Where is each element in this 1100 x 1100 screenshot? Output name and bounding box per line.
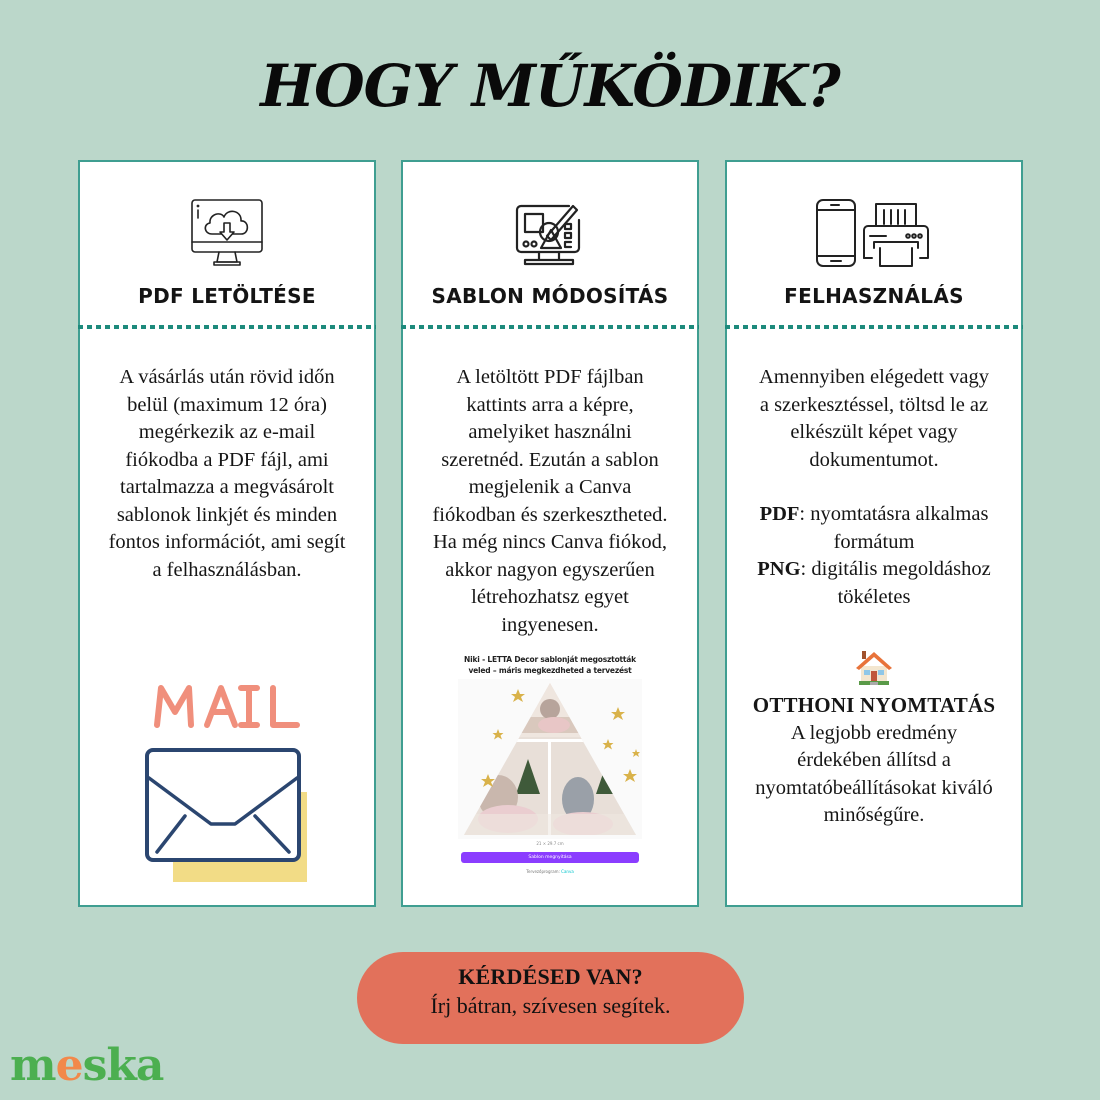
meska-logo: meska [10,1040,164,1091]
monitor-design-pen-icon [403,196,697,270]
step-card-pdf-download [78,160,376,907]
step-description: A vásárlás után rövid időn belül (maximum 12 óra) megérkezik az e-mail fiókodba a PDF fájl, ami tartalmazza a megvásárolt sablonok linkjét és minden fontos információt, ami segít a felhasználásban. [108,366,346,581]
format-png: PNG: digitális megoldáshoz [757,558,991,580]
page-title: HOGY MŰKÖDIK? [260,52,840,120]
format-pdf: PDF: nyomtatásra alkalmas [759,503,989,525]
cta-subtitle: Írj bátran, szívesen segítek. [430,993,671,1018]
template-thumbnail [458,679,642,839]
preview-title: Niki - LETTA Decor sablonját megosztották veled – máris megkezdheted a tervezést [464,655,636,675]
monitor-cloud-download-icon [80,196,374,270]
home-printing-note: OTTHONI NYOMTATÁS A legjobb eredmény érdekében állítsd a nyomtatóbeállításokat kiváló minőségűre. [737,692,1011,830]
step-heading: PDF LETÖLTÉSE [138,284,316,308]
mail-illustration [127,670,327,890]
cta-title: KÉRDÉSED VAN? [458,964,643,989]
canva-link[interactable]: Canva [561,869,574,874]
step-heading: FELHASZNÁLÁS [784,284,964,308]
canva-share-preview [452,654,648,889]
preview-footer: Tervezőprogram: Canva [526,869,574,874]
step-description: Amennyiben elégedett vagy a szerkesztéssel, töltsd le az elkészült képet vagy dokumentumot. PDF: nyomtatásra alkalmas formátum PNG: digitális megoldáshoz tökéletes [741,364,1007,611]
phone-and-printer-icon [727,196,1021,270]
contact-cta-button[interactable] [357,952,744,1044]
template-size: 21 × 29.7 cm [536,841,564,846]
dotted-divider [401,325,699,329]
dotted-divider [725,325,1023,329]
step-card-template-edit [401,160,699,907]
dotted-divider [78,325,376,329]
home-printing-title: OTTHONI NYOMTATÁS [752,693,996,717]
house-icon [854,648,894,688]
step-description: A letöltött PDF fájlban kattints arra a képre, amelyiket használni szeretnéd. Ezután a sablon megjelenik a Canva fiókodban és szerkesztheted. Ha még nincs Canva fiókod, akkor nagyon egyszerűen létrehozhatsz egyet ingyenesen. [432,366,668,636]
open-template-button[interactable]: Sablon megnyitása [461,852,639,863]
step-heading: SABLON MÓDOSÍTÁS [431,284,669,308]
step-card-usage [725,160,1023,907]
